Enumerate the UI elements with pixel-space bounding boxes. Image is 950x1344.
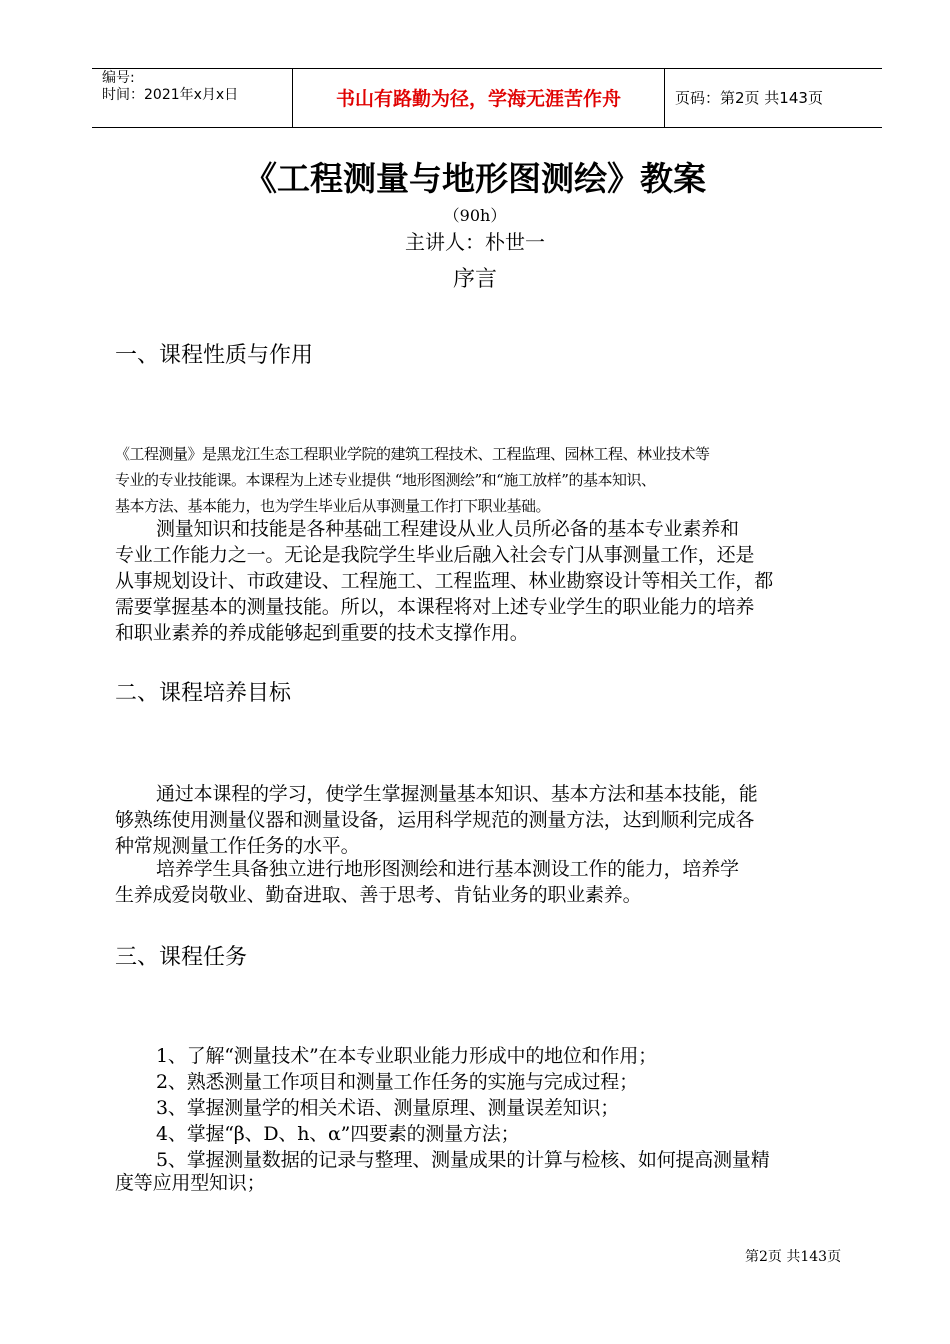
header-page-cell [665,69,882,127]
list-item: 度等应用型知识； [115,1172,266,1194]
list-item: 4、掌握“β、D、h、α”四要素的测量方法； [156,1123,520,1145]
page-header-table [92,68,882,128]
paragraph-line: 和职业素养的养成能够起到重要的技术支撑作用。 [115,622,529,644]
paragraph-line: 测量知识和技能是各种基础工程建设从业人员所必备的基本专业素养和 [156,518,739,540]
list-item: 3、掌握测量学的相关术语、测量原理、测量误差知识； [156,1097,620,1119]
paragraph-line: 生养成爱岗敬业、勤奋进取、善于思考、肯钻业务的职业素养。 [115,884,642,906]
section-heading-2: 二、课程培养目标 [115,681,292,706]
list-item: 5、掌握测量数据的记录与整理、测量成果的计算与检核、如何提高测量精 [156,1149,770,1171]
paragraph-line: 《工程测量》是黑龙江生态工程职业学院的建筑工程技术、工程监理、园林工程、林业技术等 [115,445,710,463]
preface-heading: 序言 [452,267,497,292]
list-item: 1、了解“测量技术”在本专业职业能力形成中的地位和作用； [156,1045,657,1067]
document-number-label: 编号: [102,70,135,86]
header-motto: 书山有路勤为径，学海无涯苦作舟 [335,88,621,110]
course-hours: （90h） [443,206,507,225]
paragraph-line: 培养学生具备独立进行地形图测绘和进行基本测设工作的能力，培养学 [156,858,739,880]
paragraph-line: 需要掌握基本的测量技能。所以，本课程将对上述专业学生的职业能力的培养 [115,596,755,618]
section-heading-1: 一、课程性质与作用 [115,343,314,368]
page-footer: 第2页 共143页 [745,1249,842,1265]
paragraph-line: 从事规划设计、市政建设、工程施工、工程监理、林业勘察设计等相关工作，都 [115,570,774,592]
document-title: 《工程测量与地形图测绘》教案 [244,159,706,198]
header-motto-cell [292,69,665,127]
paragraph-line: 专业的专业技能课。本课程为上述专业提供 “地形图测绘”和“施工放样”的基本知识、 [115,471,656,489]
paragraph-line: 专业工作能力之一。无论是我院学生毕业后融入社会专门从事测量工作，还是 [115,544,755,566]
document-time-label: 时间：2021年x月x日 [102,87,239,103]
header-page-info: 页码：第2页 共143页 [675,89,823,107]
paragraph-line: 够熟练使用测量仪器和测量设备，运用科学规范的测量方法，达到顺利完成各 [115,809,755,831]
list-item: 2、熟悉测量工作项目和测量工作任务的实施与完成过程； [156,1071,638,1093]
lecturer-line: 主讲人：朴世一 [405,230,545,254]
header-left-cell [92,69,292,127]
paragraph-line: 通过本课程的学习，使学生掌握测量基本知识、基本方法和基本技能，能 [156,783,758,805]
paragraph-line: 种常规测量工作任务的水平。 [115,835,360,857]
paragraph-line: 基本方法、基本能力，也为学生毕业后从事测量工作打下职业基础。 [115,497,551,515]
section-heading-3: 三、课程任务 [115,945,248,970]
